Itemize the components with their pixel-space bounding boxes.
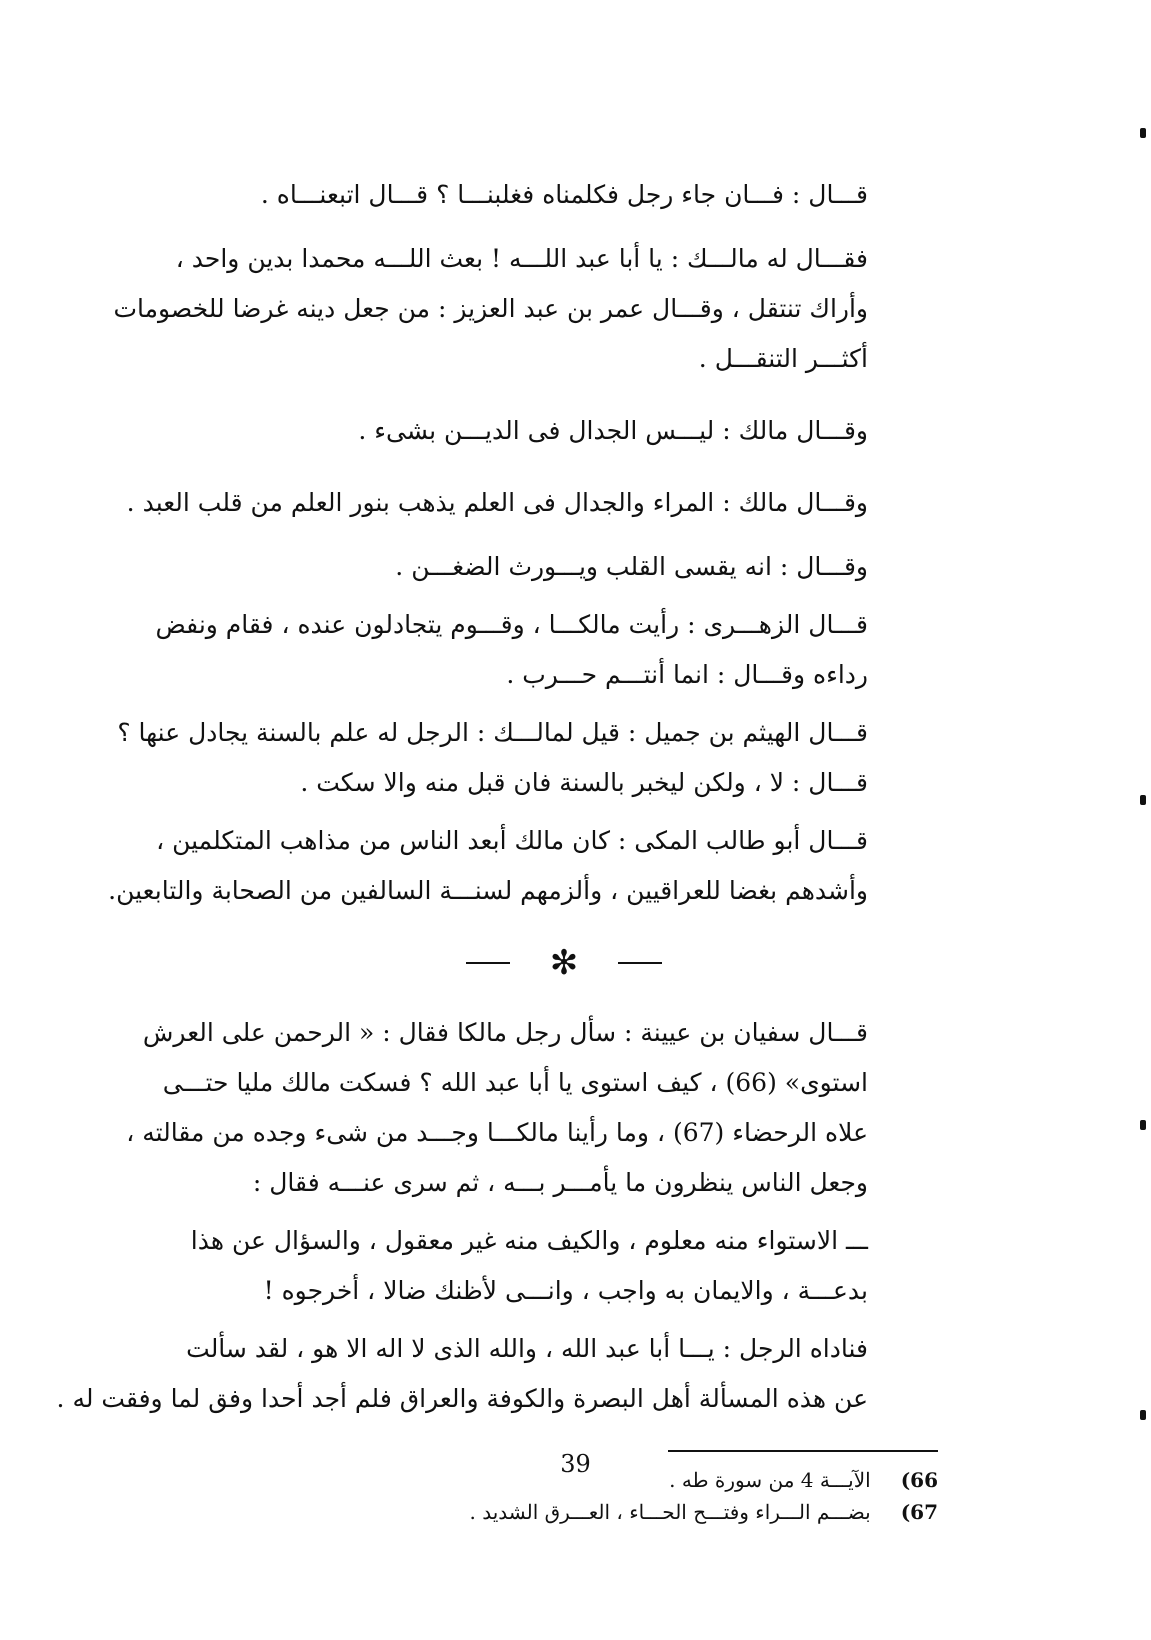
separator-dash bbox=[618, 962, 662, 964]
text-line: رداءه وقـــال : انما أنتـــم حـــرب . bbox=[506, 660, 868, 689]
paragraph bbox=[56, 1324, 938, 1424]
footnote bbox=[190, 1496, 938, 1528]
footnote-number: 66) bbox=[900, 1468, 938, 1492]
text-line: عن هذه المسألة أهل البصرة والكوفة والعراق فلم أجد أحدا وفق لما وفقت له . bbox=[56, 1384, 868, 1413]
text-line: وقـــال مالك : المراء والجدال فى العلم يذهب بنور العلم من قلب العبد . bbox=[126, 488, 868, 517]
footnote-number: 67) bbox=[900, 1500, 938, 1524]
footnote-text: الآيـــة 4 من سورة طه . bbox=[669, 1468, 871, 1492]
page-number: 39 bbox=[560, 1450, 591, 1478]
text-line: قـــال : فـــان جاء رجل فكلمناه فغلبنـــا ؟ قـــال اتبعنـــاه . bbox=[260, 180, 868, 209]
scan-mark bbox=[1140, 1410, 1146, 1420]
scan-mark bbox=[1140, 1120, 1146, 1130]
paragraph bbox=[113, 234, 938, 384]
separator-dash bbox=[466, 962, 510, 964]
text-line: وقـــال مالك : ليـــس الجدال فى الديـــن بشىء . bbox=[358, 416, 868, 445]
text-line: وقـــال : انه يقسى القلب ويـــورث الضغـــن . bbox=[395, 552, 868, 581]
text-line: قـــال الهيثم بن جميل : قيل لمالـــك : الرجل له علم بالسنة يجادل عنها ؟ bbox=[117, 718, 868, 747]
text-line: أكثـــر التنقـــل . bbox=[698, 344, 868, 373]
text-line: ـــ الاستواء منه معلوم ، والكيف منه غير معقول ، والسؤال عن هذا bbox=[190, 1226, 868, 1255]
paragraph bbox=[190, 1216, 938, 1316]
section-separator bbox=[190, 943, 938, 983]
paragraph bbox=[117, 708, 938, 808]
paragraph bbox=[190, 406, 938, 456]
text-line: قـــال الزهـــرى : رأيت مالكـــا ، وقـــوم يتجادلون عنده ، فقام ونفض bbox=[155, 610, 868, 639]
footnote-text: بضـــم الـــراء وفتـــح الحـــاء ، العـــرق الشديد . bbox=[469, 1500, 871, 1524]
text-line: فناداه الرجل : يـــا أبا عبد الله ، والله الذى لا اله الا هو ، لقد سألت bbox=[186, 1334, 868, 1363]
text-line: وجعل الناس ينظرون ما يأمـــر بـــه ، ثم سرى عنـــه فقال : bbox=[252, 1168, 868, 1197]
paragraph bbox=[155, 600, 938, 700]
asterisk-icon: ✻ bbox=[549, 943, 579, 983]
text-line: وأراك تنتقل ، وقـــال عمر بن عبد العزيز : من جعل دينه غرضا للخصومات bbox=[113, 294, 868, 323]
paragraph bbox=[126, 478, 938, 528]
text-line: استوى» (66) ، كيف استوى يا أبا عبد الله ؟ فسكت مالك مليا حتـــى bbox=[162, 1068, 868, 1097]
scan-mark bbox=[1140, 795, 1146, 805]
text-line: بدعـــة ، والايمان به واجب ، وانـــى لأظنك ضالا ، أخرجوه ! bbox=[263, 1276, 868, 1305]
scan-mark bbox=[1140, 128, 1146, 138]
page-body bbox=[56, 170, 938, 1528]
paragraph bbox=[190, 542, 938, 592]
paragraph bbox=[108, 816, 938, 916]
text-line: علاه الرحضاء (67) ، وما رأينا مالكـــا وجـــد من شىء وجده من مقالته ، bbox=[126, 1118, 868, 1147]
paragraph bbox=[190, 170, 938, 220]
paragraph bbox=[126, 1008, 938, 1208]
text-line: قـــال أبو طالب المكى : كان مالك أبعد الناس من مذاهب المتكلمين ، bbox=[156, 826, 868, 855]
text-line: قـــال سفيان بن عيينة : سأل رجل مالكا فقال : « الرحمن على العرش bbox=[142, 1018, 868, 1047]
text-line: وأشدهم بغضا للعراقيين ، وألزمهم لسنـــة السالفين من الصحابة والتابعين. bbox=[108, 876, 868, 905]
text-line: فقـــال له مالـــك : يا أبا عبد اللـــه ! بعث اللـــه محمدا بدين واحد ، bbox=[175, 244, 868, 273]
text-line: قـــال : لا ، ولكن ليخبر بالسنة فان قبل منه والا سكت . bbox=[300, 768, 868, 797]
